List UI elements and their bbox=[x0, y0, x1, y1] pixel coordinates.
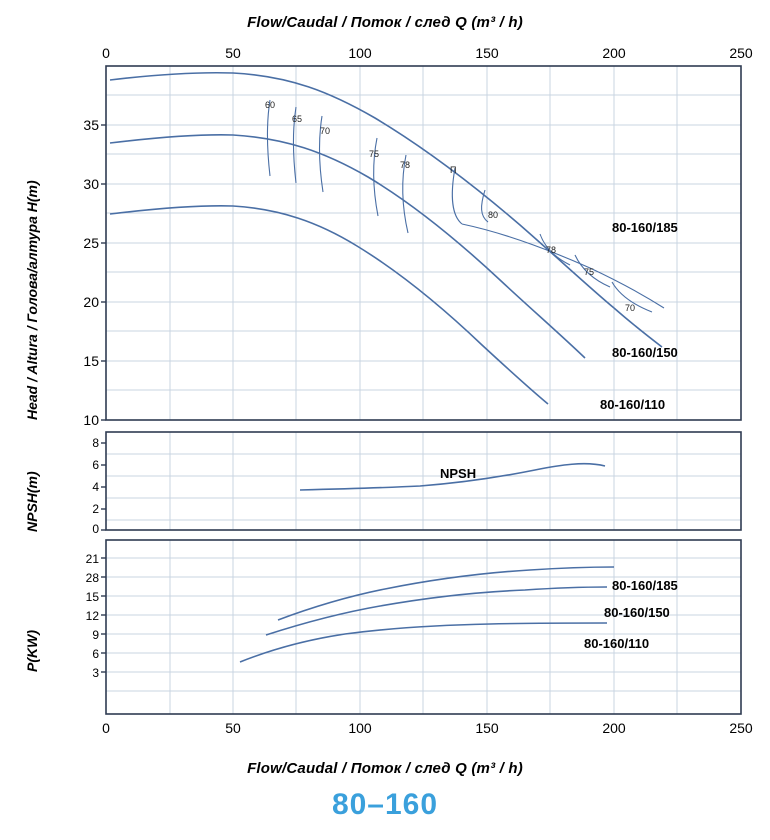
bottom-axis-title: Flow/Caudal / Поток / след Q (m³ / h) bbox=[247, 760, 523, 777]
pump-model-label: 80–160 bbox=[331, 788, 439, 821]
svg-text:12: 12 bbox=[85, 609, 99, 623]
svg-text:50: 50 bbox=[225, 45, 241, 61]
head-y-ticks bbox=[83, 117, 99, 428]
svg-text:0: 0 bbox=[92, 522, 99, 536]
svg-text:78: 78 bbox=[400, 160, 411, 170]
head-curve-185 bbox=[110, 73, 614, 308]
svg-text:30: 30 bbox=[83, 176, 99, 192]
svg-text:200: 200 bbox=[602, 720, 626, 736]
head-grid bbox=[106, 66, 741, 420]
svg-text:150: 150 bbox=[475, 45, 499, 61]
svg-text:75: 75 bbox=[369, 149, 380, 159]
head-x-ticks bbox=[102, 45, 753, 61]
svg-text:100: 100 bbox=[348, 45, 372, 61]
power-label-185: 80-160/185 bbox=[612, 578, 678, 593]
head-axis-label: Head / Altura / Голова/алтура H(m) bbox=[24, 180, 40, 420]
svg-text:21: 21 bbox=[85, 552, 99, 566]
svg-text:20: 20 bbox=[83, 294, 99, 310]
power-curve-150 bbox=[266, 587, 607, 635]
svg-text:28: 28 bbox=[85, 571, 99, 585]
head-efficiency-labels bbox=[265, 100, 635, 313]
svg-text:3: 3 bbox=[92, 666, 99, 680]
svg-text:15: 15 bbox=[83, 353, 99, 369]
npsh-axis-label: NPSH(m) bbox=[24, 471, 40, 532]
head-curve-150 bbox=[110, 135, 585, 358]
svg-text:9: 9 bbox=[92, 628, 99, 642]
power-label-110: 80-160/110 bbox=[584, 636, 650, 651]
svg-text:2: 2 bbox=[92, 502, 99, 516]
svg-text:10: 10 bbox=[83, 412, 99, 428]
svg-text:4: 4 bbox=[92, 480, 99, 494]
svg-text:150: 150 bbox=[475, 720, 499, 736]
svg-text:78: 78 bbox=[546, 245, 557, 255]
power-label-150: 80-160/150 bbox=[604, 605, 670, 620]
top-axis-title: Flow/Caudal / Поток / след Q (m³ / h) bbox=[247, 14, 523, 31]
svg-text:250: 250 bbox=[729, 45, 753, 61]
head-label-185: 80-160/185 bbox=[612, 220, 678, 235]
svg-text:0: 0 bbox=[102, 720, 110, 736]
svg-text:75: 75 bbox=[584, 267, 595, 277]
power-y-ticks bbox=[86, 552, 100, 680]
head-efficiency-envelope bbox=[462, 224, 664, 308]
power-curve-185 bbox=[278, 567, 614, 620]
svg-text:70: 70 bbox=[320, 126, 331, 136]
power-x-ticks bbox=[102, 720, 753, 736]
npsh-grid bbox=[106, 432, 741, 530]
svg-text:15: 15 bbox=[85, 590, 99, 604]
svg-text:6: 6 bbox=[92, 458, 99, 472]
head-curve-110 bbox=[110, 206, 548, 404]
svg-text:80: 80 bbox=[488, 210, 499, 220]
power-axis-label: P(KW) bbox=[24, 630, 40, 672]
svg-text:60: 60 bbox=[265, 100, 276, 110]
npsh-y-ticks bbox=[92, 436, 99, 536]
head-label-110: 80-160/110 bbox=[600, 397, 666, 412]
svg-text:0: 0 bbox=[102, 45, 110, 61]
power-chart bbox=[86, 540, 753, 736]
svg-text:П: П bbox=[450, 165, 457, 175]
svg-text:200: 200 bbox=[602, 45, 626, 61]
svg-text:70: 70 bbox=[625, 303, 636, 313]
head-curve-185-tail bbox=[614, 308, 662, 347]
svg-text:8: 8 bbox=[92, 436, 99, 450]
npsh-chart bbox=[92, 432, 741, 536]
svg-text:100: 100 bbox=[348, 720, 372, 736]
svg-text:250: 250 bbox=[729, 720, 753, 736]
head-label-150: 80-160/150 bbox=[612, 345, 678, 360]
svg-text:25: 25 bbox=[83, 235, 99, 251]
svg-text:6: 6 bbox=[92, 647, 99, 661]
svg-text:35: 35 bbox=[83, 117, 99, 133]
head-chart bbox=[83, 45, 752, 428]
svg-text:65: 65 bbox=[292, 114, 303, 124]
svg-text:50: 50 bbox=[225, 720, 241, 736]
npsh-annotation: NPSH bbox=[440, 466, 477, 481]
